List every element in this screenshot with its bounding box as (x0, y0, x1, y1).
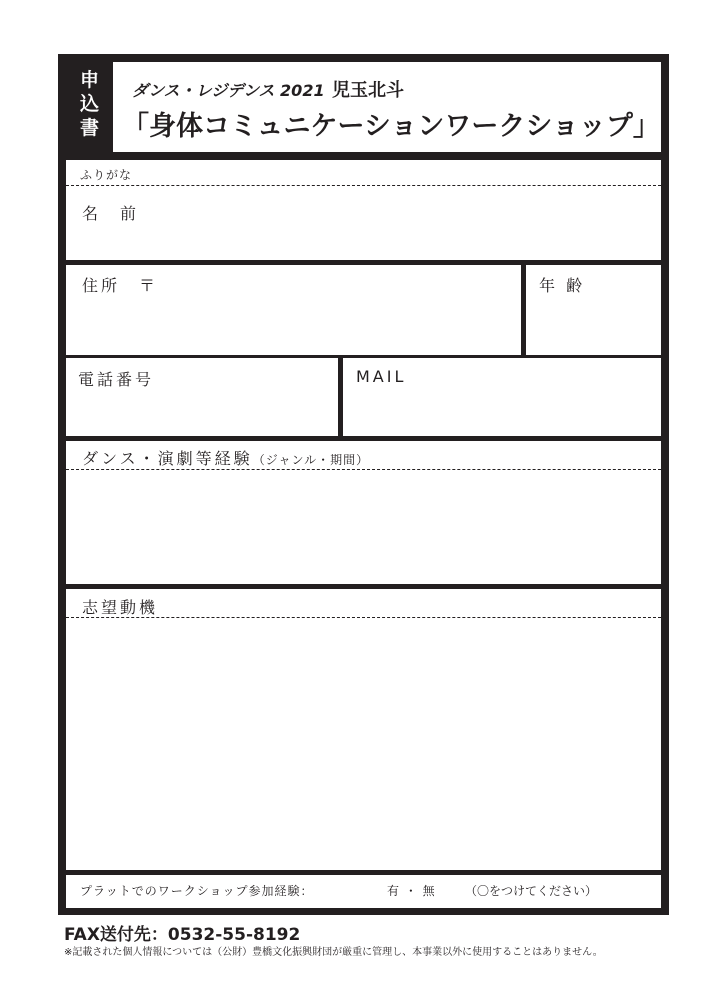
experience-label-text: ダンス・演劇等経験 (82, 449, 253, 468)
fax-number: FAX送付先：0532-55-8192 (64, 925, 301, 945)
furigana-label: ふりがな (80, 168, 133, 182)
privacy-note: ※記載された個人情報については（公財）豊橋文化振興財団が厳重に管理し、本事業以外に使用することはありません。 (64, 947, 603, 958)
experience-label (82, 446, 369, 469)
artist-name: 児玉北斗 (332, 80, 404, 101)
age-label: 年 齢 (539, 276, 586, 295)
application-badge (66, 62, 113, 152)
badge-char-3: 書 (79, 117, 99, 139)
badge-char-1: 申 (79, 69, 99, 91)
motivation-label: 志望動機 (82, 598, 159, 617)
name-field[interactable] (66, 160, 661, 260)
name-label: 名 前 (82, 204, 140, 223)
phone-label: 電話番号 (78, 370, 155, 389)
plat-note: （〇をつけてください） (465, 884, 598, 898)
experience-divider (66, 469, 661, 470)
plat-question: プラットでのワークショップ参加経験： (80, 884, 314, 898)
motivation-field[interactable] (66, 589, 661, 870)
address-label: 住所 〒 (82, 276, 159, 295)
mail-label: MAIL (356, 367, 407, 386)
badge-char-2: 込 (79, 93, 99, 115)
workshop-title: 「身体コミュニケーションワークショップ」 (122, 111, 660, 142)
experience-note: （ジャンル・期間） (252, 453, 370, 467)
furigana-divider (66, 185, 661, 186)
plat-options[interactable]: 有 ・ 無 (387, 884, 436, 898)
event-subtitle: ダンス・レジデンス 2021 (132, 81, 325, 100)
